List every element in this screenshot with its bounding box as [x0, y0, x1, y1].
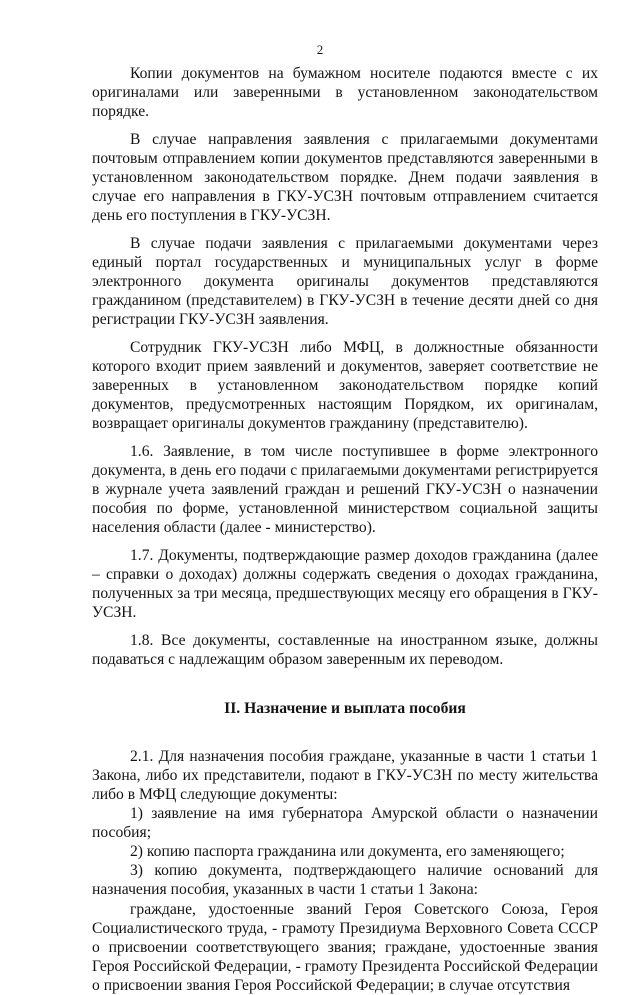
document-body — [92, 64, 598, 995]
section-heading: II. Назначение и выплата пособия — [224, 699, 466, 717]
paragraph-1-6: 1.6. Заявление, в том числе поступившее в форме электронного документа, в день его подачи с прилагаемыми документами регистрируется в журнале учета заявлений граждан и решений ГКУ-УСЗН о назначении пособия по форме, установленной министерством социальной защиты населения области (далее - министерство). — [92, 442, 598, 537]
paragraph-1-7: 1.7. Документы, подтверждающие размер доходов гражданина (далее – справки о доходах) должны содержать сведения о доходах гражданина, полученных за три месяца, предшествующих месяцу его обращения в ГКУ-УСЗН. — [92, 546, 598, 621]
list-item-3: 3) копию документа, подтверждающего наличие оснований для назначения пособия, указанных в части 1 статьи 1 Закона: — [92, 862, 598, 899]
paragraph-portal-submission: В случае подачи заявления с прилагаемыми документами через единый портал государственных и муниципальных услуг в форме электронного документа оригиналы документов представляются гражданином (представителем) в ГКУ-УСЗН в течение десяти дней со дня регистрации ГКУ-УСЗН заявления. — [92, 234, 598, 329]
list-item-2: 2) копию паспорта гражданина или документа, его заменяющего; — [130, 843, 565, 861]
paragraph-1-8: 1.8. Все документы, составленные на иностранном языке, должны подаваться с надлежащим образом заверенным их переводом. — [92, 631, 598, 668]
paragraph-staff-verification: Сотрудник ГКУ-УСЗН либо МФЦ, в должностные обязанности которого входит прием заявлений и документов, заверяет соответствие не заверенных в установленном законодательством порядке копий документов, предусмотренных настоящим Порядком, их оригиналам, возвращает оригиналы документов гражданину (представителю). — [92, 338, 598, 433]
paragraph-postal-submission: В случае направления заявления с прилагаемыми документами почтовым отправлением копии документов представляются заверенными в установленном законодательством порядке. Днем подачи заявления в случае его направления в ГКУ-УСЗН почтовым отправлением считается день его поступления в ГКУ-УСЗН. — [92, 130, 598, 225]
list-item-1: 1) заявление на имя губернатора Амурской области о назначении пособия; — [92, 805, 598, 842]
paragraph-heroes: граждане, удостоенные званий Героя Советского Союза, Героя Социалистического труда, - грамоту Президиума Верховного Совета СССР о присвоении соответствующего звания; граждане, удостоенные звания Героя Российской Федерации, - грамоту Президента Российской Федерации о присвоении звания Героя Российской Федерации; в случае отсутствия — [92, 900, 598, 994]
paragraph-2-1: 2.1. Для назначения пособия граждане, указанные в части 1 статьи 1 Закона, либо их представители, подают в ГКУ-УСЗН по месту жительства либо в МФЦ следующие документы: — [92, 747, 598, 803]
paragraph-copies: Копии документов на бумажном носителе подаются вместе с их оригиналами или заверенными в установленном законодательством порядке. — [92, 65, 598, 121]
page-number: 2 — [316, 42, 324, 57]
